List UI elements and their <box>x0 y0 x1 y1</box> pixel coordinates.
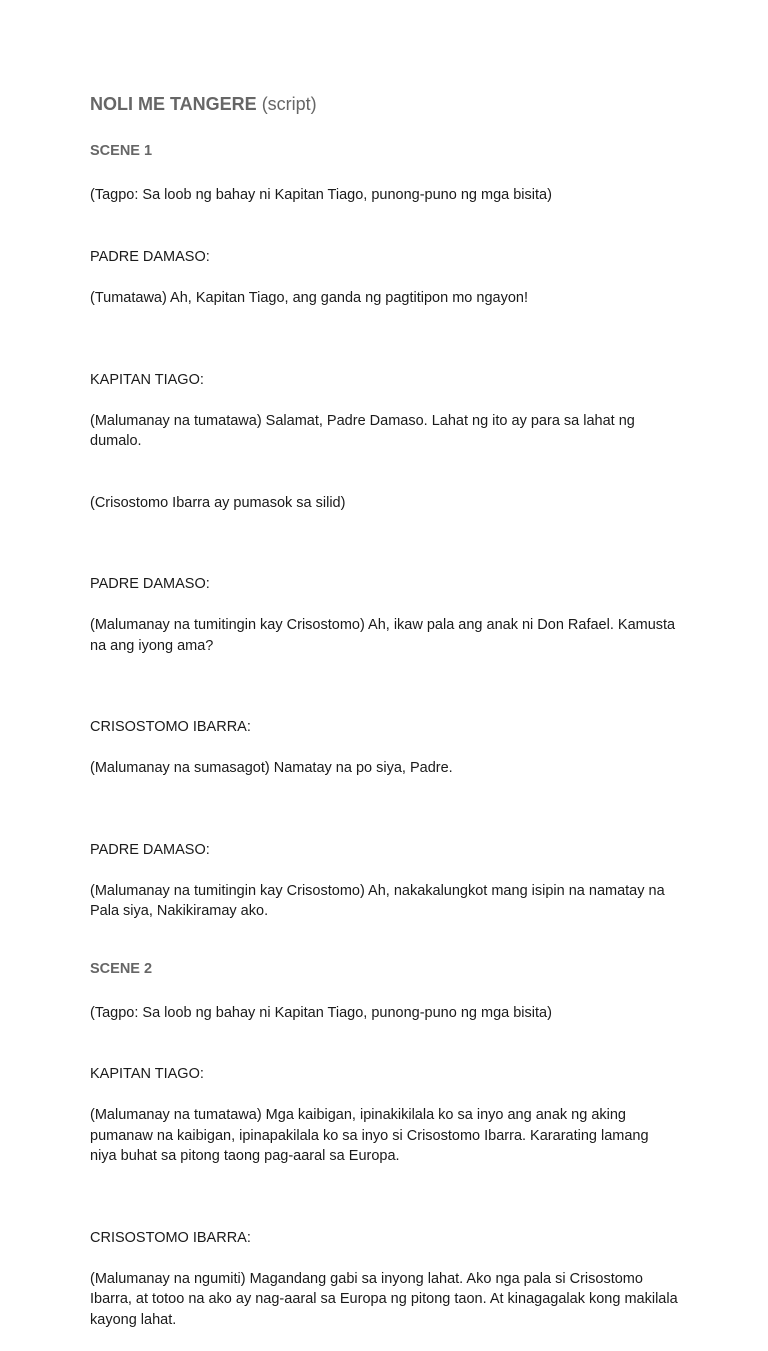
dialogue-block <box>90 697 678 800</box>
dialogue-line: (Tumatawa) Ah, Kapitan Tiago, ang ganda ng pagtitipon mo ngayon! <box>90 290 528 306</box>
stage-direction: (Tagpo: Sa loob ng bahay ni Kapitan Tiago, punong-puno ng mga bisita) <box>90 1005 552 1021</box>
dialogue-block <box>90 1207 678 1351</box>
dialogue-line: (Malumanay na sumasagot) Namatay na po siya, Padre. <box>90 760 453 776</box>
speaker-name: PADRE DAMASO: <box>90 249 210 265</box>
stage-direction: (Tagpo: Sa loob ng bahay ni Kapitan Tiago, punong-puno ng mga bisita) <box>90 187 552 203</box>
stage-direction: (Crisostomo Ibarra ay pumasok sa silid) <box>90 495 346 511</box>
speaker-name: CRISOSTOMO IBARRA: <box>90 1229 251 1246</box>
speaker-name: PADRE DAMASO: <box>90 841 210 858</box>
scene-heading: SCENE 2 <box>90 961 153 977</box>
scene-2 <box>90 959 678 1351</box>
dialogue-block <box>90 819 678 942</box>
scene-1 <box>90 141 678 942</box>
dialogue-line: (Malumanay na tumatawa) Salamat, Padre Damaso. Lahat ng ito ay para sa lahat ng dumalo. <box>90 412 635 449</box>
dialogue-line: (Malumanay na tumitingin kay Crisostomo) Ah, ikaw pala ang anak ni Don Rafael. Kamusta na ang iyong ama? <box>90 617 676 654</box>
scene-heading: SCENE 1 <box>90 143 153 159</box>
dialogue-line: (Malumanay na ngumiti) Magandang gabi sa inyong lahat. Ako nga pala si Crisostomo Ibarra, at totoo na ako ay nag-aaral sa Europa ng pitong taon. At kinagagalak kong makilala kayong lahat. <box>90 1270 678 1328</box>
speaker-name: KAPITAN TIAGO: <box>90 371 204 388</box>
title-text: NOLI ME TANGERE <box>90 94 257 114</box>
dialogue-block <box>90 554 678 677</box>
title-subtitle: (script) <box>261 94 317 114</box>
speaker-name: KAPITAN TIAGO: <box>90 1066 204 1082</box>
dialogue-line: (Malumanay na tumitingin kay Crisostomo) Ah, nakakalungkot mang isipin na namatay na Pala siya, Nakikiramay ako. <box>90 882 665 919</box>
speaker-name: CRISOSTOMO IBARRA: <box>90 719 251 735</box>
dialogue-block <box>90 1044 678 1188</box>
dialogue-block <box>90 349 678 472</box>
speaker-name: PADRE DAMASO: <box>90 576 210 592</box>
dialogue-line: (Malumanay na tumatawa) Mga kaibigan, ipinakikilala ko sa inyo ang anak ng aking pumanaw na kaibigan, ipinapakilala ko sa inyo si Crisostomo Ibarra. Kararating lamang niya buhat sa pitong taong pag-aaral sa Europa. <box>90 1107 649 1164</box>
dialogue-block <box>90 227 678 330</box>
document-title <box>90 92 678 116</box>
